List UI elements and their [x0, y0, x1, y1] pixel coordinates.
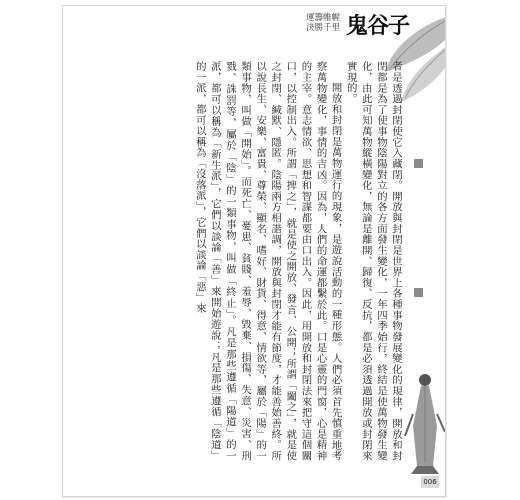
header-title: 鬼谷子 — [346, 13, 410, 39]
header-subtitle-line1: 運籌帷幄 — [306, 13, 341, 23]
header-subtitle — [306, 13, 340, 33]
book-page — [62, 5, 446, 497]
sage-figure-icon — [403, 366, 446, 476]
square-marker-icon — [414, 159, 423, 168]
header-subtitle-line2: 決勝千里 — [306, 23, 341, 33]
paragraph-2: 開放和封閉是萬物運行的現象，是遊說活動的一種形態。人們必須首先慎重地考察萬物變化，事情的吉凶。因為，人們的命運都繫於此。口是心靈的門窗，心是精神的主宰。意志情欲、思想和智謀都要由口出入。因此，用開放和封閉法來把守這個關口，以控制出入。所謂「捭之」，就是使之開放、發言、公開；所謂「闔之」，就是使之封閉、緘默、隱匿。陰陽兩方相諧調，開放與封閉才能有節度，才能善始善終。所以說長生、安樂、富貴、尊榮、顯名、嗜好、財貨、得意、情欲等，屬於「陽」的一類事物，叫做「開始」。而死亡、憂患、貧賤、羞辱、毀棄、損傷、失意、災害、刑戮、誅罰等，屬於「陰」的一類事物，叫做「終止」。凡是那些遵循「陽道」的一派，都可以稱為「新生派」，它們以談論「善」來開始遊說；凡是那些遵循「陰道」的一派，都可以稱為「沒落派」，它們以談論「惡」來 — [193, 61, 342, 461]
square-marker-icon — [414, 288, 423, 297]
body-text — [85, 61, 403, 461]
page-number: 006 — [421, 476, 439, 488]
paragraph-1: 者是透過封閉使它入藏閉。開放與封閉是世界上各種事物發展變化的規律，開放和封閉都是為了使事物陰陽對立的各方面發生變化，一年四季始行，終結是使萬物發生變化，由此可知萬物縱橫變化，無論是離開、歸復、反抗，都是必須透過開放或封閉來實現的。 — [344, 61, 402, 461]
